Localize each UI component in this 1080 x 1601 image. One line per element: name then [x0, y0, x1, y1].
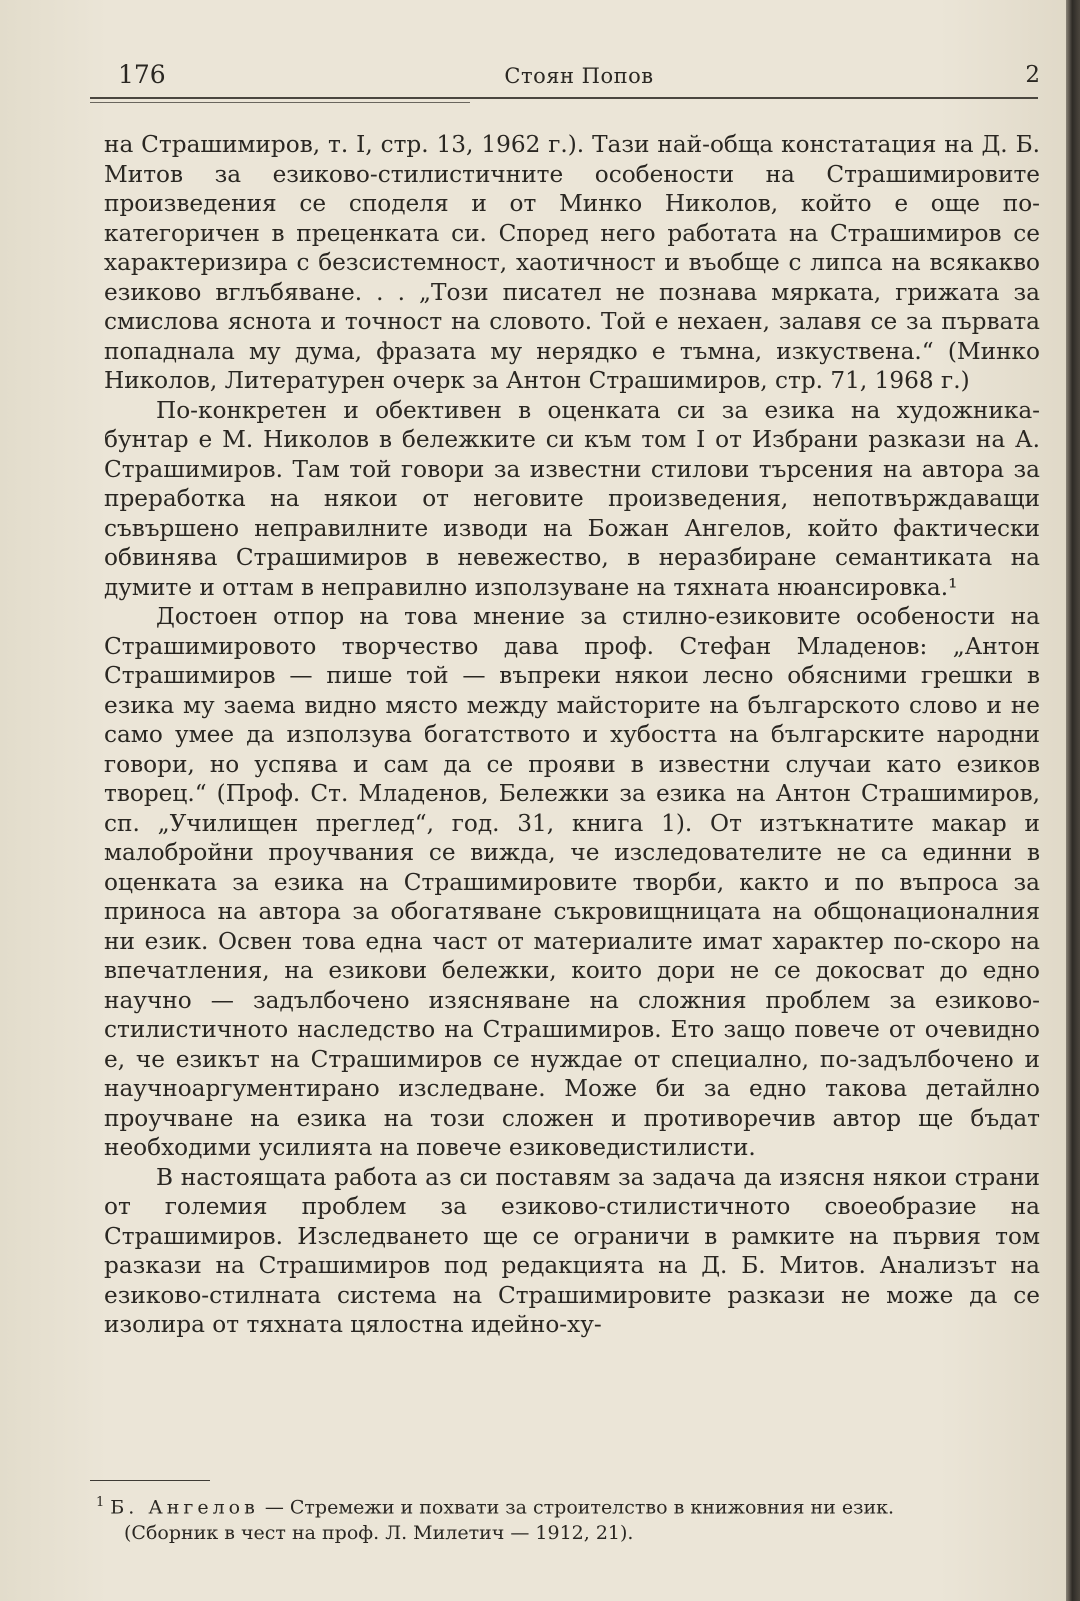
footnote-rule — [90, 1480, 210, 1481]
footnote-mark: 1 — [96, 1495, 105, 1510]
paragraph-2: По-конкретен и обективен в оценката си за езика на художника-бунтар е М. Николов в бележките си към том I от Избрани разкази на А. Страшимиров. Там той говори за известни стилови търсения на автора за преработка на някои от неговите произведения, непотвърждаващи съвършено неправилните изводи на Божан Ангелов, който фактически обвинява Страшимиров в невежество, в неразбиране семантиката на думите и оттам в неправилно използуване на тяхната нюансировка.¹ — [104, 396, 1040, 601]
section-number: 2 — [1025, 62, 1040, 88]
footnote-author: Б. Ангелов — [110, 1496, 259, 1519]
paragraph-1: на Страшимиров, т. I, стр. 13, 1962 г.). Тази най-обща констатация на Д. Б. Митов за езиково-стилистичните особености на Страшимировите произведения се споделя и от Минко Николов, който е още по-категоричен в преценката си. Според него работата на Страшимиров се характеризира с безсистемност, хаотичност и въобще с липса на всякакво езиково вглъбяване. . . „Този писател не познава мярката, грижата за смислова яснота и точност на словото. Той е нехаен, залавя се за първата попаднала му дума, фразата му нерядко е тъмна, изкуствена.“ (Минко Николов, Литературен очерк за Антон Страшимиров, стр. 71, 1968 г.) — [104, 131, 1040, 394]
header-rule — [90, 97, 1038, 99]
paragraph-3: Достоен отпор на това мнение за стилно-езиковите особености на Страшимировото творчество дава проф. Стефан Младенов: „Антон Страшимиров — пише той — въпреки някои лесно обясними грешки в езика му заема видно място между майсторите на българското слово и не само умее да използува богатството и хубостта на българските народни говори, но успява и сам да се прояви в известни случаи като езиков творец.“ (Проф. Ст. Младенов, Бележки за езика на Антон Страшимиров, сп. „Училищен преглед“, год. 31, книга 1). От изтъкнатите макар и малобройни проучвания се вижда, че изследователите не са единни в оценката за езика на Страшимировите творби, както и по въпроса за приноса на автора за обогатяване съкровищницата на общонационалния ни език. Освен това една част от материалите имат характер по-скоро на впечатления, на езикови бележки, които дори не се докосват до едно научно — задълбочено изясняване на сложния проблем за езиково-стилистичното наследство на Страшимиров. Ето защо повече от очевидно е, че езикът на Страшимиров се нуждае от специално, по-задълбочено и научноаргументирано изследване. Може би за едно такова детайлно проучване на езика на този сложен и противоречив автор ще бъдат необходими усилията на повече езиковедистилисти. — [104, 603, 1040, 1161]
footnote-title: — Стремежи и похвати за строителство в книжовния ни език. — [258, 1496, 895, 1519]
footnote — [96, 1490, 1040, 1546]
binding-edge — [1066, 0, 1080, 1601]
running-title: Стоян Попов — [504, 64, 654, 88]
footnote-source: (Сборник в чест на проф. Л. Милетич — 1912, 21). — [124, 1522, 634, 1545]
paragraph-4: В настоящата работа аз си поставям за задача да изясня някои страни от големия проблем за езиково-стилистичното своеобразие на Страшимиров. Изследването ще се ограничи в рамките на първия том разкази на Страшимиров под редакцията на Д. Б. Митов. Анализът на езиково-стилната система на Страшимировите разкази не може да се изолира от тяхната цялостна идейно-ху- — [104, 1163, 1040, 1338]
page-number: 176 — [118, 60, 166, 89]
page-header — [118, 56, 1040, 96]
header-rule-secondary — [90, 102, 470, 103]
body-text — [104, 130, 1040, 1340]
